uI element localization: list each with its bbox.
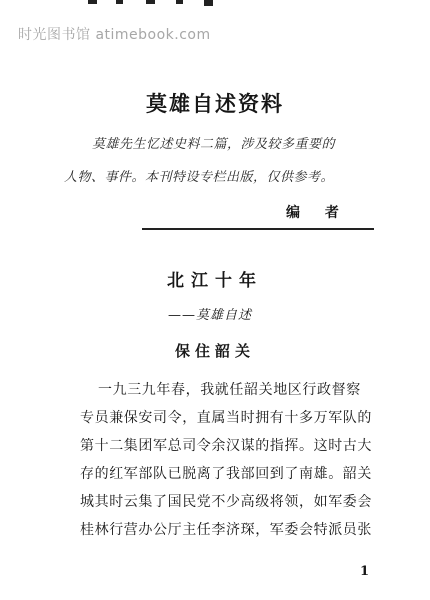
body-line: 第十二集团军总司令余汉谋的指挥。这时古大	[80, 438, 372, 454]
subheading: 保住韶关	[174, 342, 255, 360]
section-title: 莫雄自述资料	[146, 91, 284, 116]
top-edge-marks	[0, 0, 430, 14]
body-line: 存的红军部队已脱离了我部回到了南雄。韶关	[80, 466, 372, 482]
body-line: 城其时云集了国民党不少高级将领，如军委会	[80, 494, 372, 510]
intro-line-2: 人物、事件。本刊特设专栏出版，仅供参考。	[64, 170, 335, 185]
body-line: 一九三九年春，我就任韶关地区行政督察	[98, 382, 361, 398]
intro-line-1: 莫雄先生忆述史料二篇，涉及较多重要的	[92, 137, 336, 152]
divider-rule	[142, 228, 374, 230]
body-line: 专员兼保安司令，直属当时拥有十多万军队的	[80, 410, 372, 426]
page-number: 1	[360, 564, 370, 579]
article-title: 北江十年	[167, 271, 263, 291]
editor-label: 编 者	[286, 205, 349, 221]
body-line: 桂林行营办公厅主任李济琛，军委会特派员张	[80, 522, 372, 538]
byline: ——莫雄自述	[168, 308, 253, 323]
watermark: 时光图书馆 atimebook.com	[18, 27, 211, 43]
